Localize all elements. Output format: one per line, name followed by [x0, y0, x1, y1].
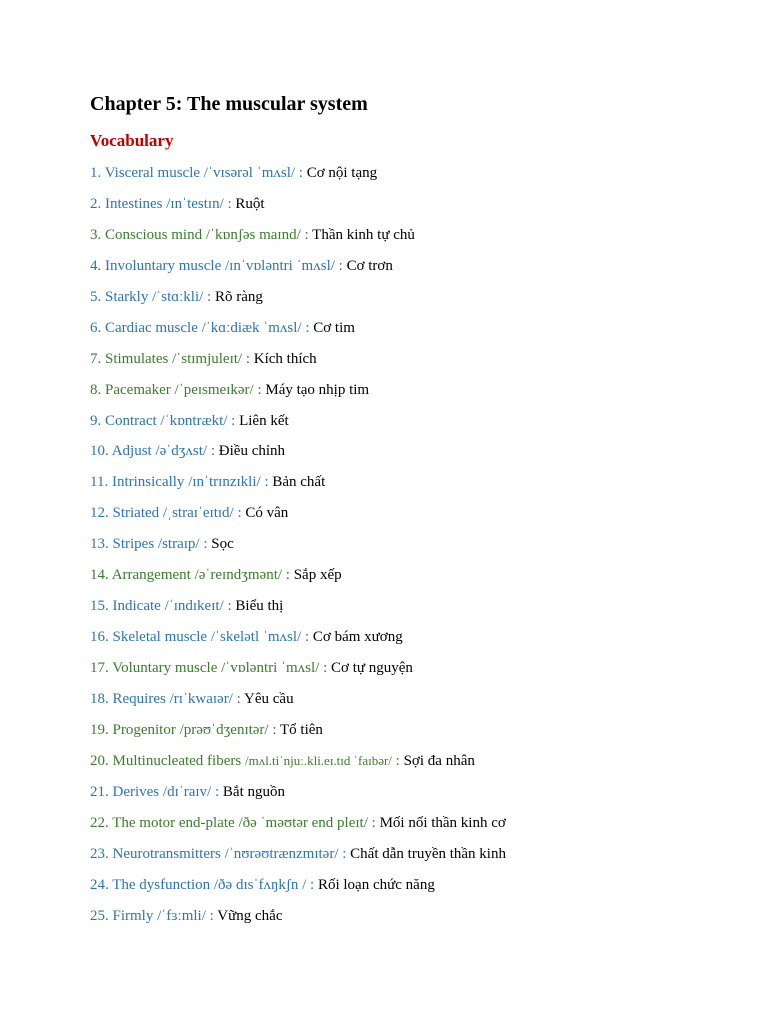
vocab-meaning: Cơ nội tạng	[306, 165, 378, 181]
vocab-item	[90, 720, 506, 751]
vocab-meaning: Cơ bám xương	[312, 629, 403, 646]
vocab-term: Involuntary muscle	[105, 257, 222, 274]
vocab-separator: :	[304, 226, 309, 243]
vocab-meaning: Rối loạn chức năng	[317, 876, 435, 893]
vocab-term: Starkly	[105, 288, 149, 305]
vocab-pronunciation: /mʌl.tiˈnjuː.kli.eɪ.tɪd ˈfaɪbər/	[244, 752, 392, 768]
vocab-meaning: Cơ tự nguyện	[331, 660, 413, 676]
vocab-number: 20.	[90, 752, 109, 769]
vocab-pronunciation: /ˈstɪmjuleɪt/	[172, 350, 243, 367]
vocab-meaning: Sọc	[211, 536, 234, 553]
vocab-pronunciation: /əˈdʒʌst/	[155, 443, 208, 460]
vocab-meaning: Chất dẫn truyền thần kinh	[350, 845, 506, 862]
vocab-meaning: Yêu cầu	[244, 690, 294, 707]
vocab-item	[90, 782, 506, 813]
vocab-pronunciation: /ðə dɪsˈfʌŋkʃn /	[213, 876, 307, 893]
vocab-term: Indicate	[112, 598, 161, 615]
vocab-term: Conscious mind	[105, 226, 203, 243]
vocab-pronunciation: /ˈstɑːkli/	[152, 288, 204, 305]
vocab-pronunciation: /ˈvɪsərəl ˈmʌsl/	[203, 165, 296, 181]
vocab-meaning: Sợi đa nhân	[403, 752, 475, 769]
vocab-separator: :	[227, 195, 232, 212]
vocab-number: 11.	[90, 474, 109, 491]
vocab-number: 24.	[90, 876, 109, 893]
vocab-meaning: Tổ tiên	[280, 721, 323, 738]
vocab-meaning: Mối nối thần kinh cơ	[379, 814, 506, 831]
vocab-number: 12.	[90, 505, 109, 522]
vocab-pronunciation: /dɪˈraɪv/	[162, 783, 212, 800]
vocab-term: Multinucleated fibers	[112, 752, 242, 769]
vocab-number: 22.	[90, 814, 109, 831]
vocab-item	[90, 349, 506, 380]
vocab-separator: :	[214, 783, 220, 800]
vocab-meaning: Liên kết	[239, 412, 289, 429]
vocab-pronunciation: /straɪp/	[157, 536, 200, 553]
vocab-item	[90, 658, 506, 689]
vocab-pronunciation: /ɪnˈtestɪn/	[166, 195, 224, 212]
vocab-item	[90, 380, 506, 411]
vocab-separator: :	[264, 474, 269, 491]
vocab-number: 21.	[90, 783, 109, 800]
vocab-number: 1.	[90, 165, 102, 181]
vocab-number: 16.	[90, 629, 109, 646]
vocab-meaning: Điều chỉnh	[218, 443, 286, 460]
vocab-number: 19.	[90, 721, 109, 738]
vocab-pronunciation: /ðə ˈməʊtər end pleɪt/	[238, 814, 368, 831]
vocab-separator: :	[310, 876, 315, 893]
vocab-separator: :	[210, 443, 216, 460]
vocab-term: Pacemaker	[105, 381, 171, 398]
vocab-meaning: Biểu thị	[235, 598, 284, 615]
vocab-item	[90, 596, 506, 627]
vocab-meaning: Bản chất	[272, 474, 326, 491]
vocab-separator: :	[371, 814, 376, 831]
vocab-number: 3.	[90, 226, 102, 243]
vocab-item	[90, 256, 506, 287]
vocab-term: Neurotransmitters	[112, 845, 221, 862]
vocab-item	[90, 627, 506, 658]
vocab-separator: :	[207, 288, 212, 305]
vocabulary-list	[90, 163, 506, 936]
vocab-meaning: Bắt nguồn	[222, 783, 285, 800]
vocab-meaning: Cơ trơn	[346, 257, 393, 274]
vocab-number: 7.	[90, 350, 102, 367]
vocab-item	[90, 287, 506, 318]
vocab-separator: :	[304, 629, 310, 646]
vocab-number: 13.	[90, 536, 109, 553]
vocab-number: 17.	[90, 660, 109, 676]
vocab-separator: :	[298, 165, 303, 181]
vocab-item	[90, 844, 506, 875]
vocab-term: The motor end-plate	[112, 814, 235, 831]
vocab-term: Striated	[112, 505, 160, 522]
vocab-number: 14.	[90, 567, 109, 584]
vocab-term: Derives	[112, 783, 160, 800]
vocab-term: Arrangement	[111, 567, 191, 584]
vocab-pronunciation: /ˈkɒnʃəs maɪnd/	[205, 226, 301, 243]
vocab-number: 5.	[90, 288, 102, 305]
vocab-meaning: Có vân	[245, 505, 289, 522]
vocab-item	[90, 813, 506, 844]
vocab-term: Voluntary muscle	[112, 660, 218, 676]
vocab-item	[90, 411, 506, 442]
vocab-separator: :	[305, 319, 310, 336]
vocab-number: 6.	[90, 319, 102, 336]
vocab-term: Requires	[112, 690, 166, 707]
vocab-number: 10.	[90, 443, 109, 460]
section-title: Vocabulary	[90, 131, 174, 150]
chapter-title: Chapter 5: The muscular system	[90, 93, 368, 115]
vocab-item	[90, 689, 506, 720]
vocab-term: The dysfunction	[112, 876, 211, 893]
vocab-item	[90, 194, 506, 225]
vocab-item	[90, 906, 506, 937]
vocab-separator: :	[236, 690, 241, 707]
vocab-term: Firmly	[112, 907, 154, 924]
vocab-number: 8.	[90, 381, 102, 398]
vocab-separator: :	[285, 567, 290, 584]
vocab-number: 4.	[90, 257, 102, 274]
vocab-pronunciation: /ˌstraɪˈeɪtɪd/	[162, 505, 234, 522]
vocab-item	[90, 472, 506, 503]
vocab-pronunciation: /ˈkɒntrækt/	[160, 412, 228, 429]
vocab-number: 18.	[90, 690, 109, 707]
vocab-number: 15.	[90, 598, 109, 615]
vocab-pronunciation: /ɪnˈvɒləntri ˈmʌsl/	[224, 257, 335, 274]
vocab-meaning: Kích thích	[253, 350, 317, 367]
vocab-term: Skeletal muscle	[112, 629, 208, 646]
vocab-term: Stripes	[112, 536, 155, 553]
vocab-item	[90, 875, 506, 906]
vocab-separator: :	[245, 350, 251, 367]
vocab-pronunciation: /ˈkɑːdiæk ˈmʌsl/	[201, 319, 302, 336]
vocab-separator: :	[342, 845, 347, 862]
vocab-separator: :	[237, 505, 242, 522]
vocab-item	[90, 441, 506, 472]
vocab-pronunciation: /ˈnʊrəʊtrænzmɪtər/	[224, 845, 339, 862]
vocab-separator: :	[203, 536, 208, 553]
vocab-item	[90, 225, 506, 256]
vocab-term: Adjust	[111, 443, 152, 460]
vocab-pronunciation: /rɪˈkwaɪər/	[169, 690, 233, 707]
vocab-separator: :	[338, 257, 343, 274]
vocab-pronunciation: /əˈreɪndʒmənt/	[194, 567, 283, 584]
vocab-meaning: Thần kinh tự chủ	[312, 226, 415, 243]
vocab-item	[90, 751, 506, 782]
vocab-separator: :	[395, 752, 400, 769]
vocab-number: 23.	[90, 845, 109, 862]
vocab-term: Visceral muscle	[104, 165, 201, 181]
vocab-item	[90, 503, 506, 534]
vocab-pronunciation: /ˈskelətl ˈmʌsl/	[210, 629, 302, 646]
vocab-item	[90, 163, 506, 194]
vocab-term: Contract	[105, 412, 157, 429]
vocab-item	[90, 565, 506, 596]
vocab-meaning: Vững chắc	[217, 907, 283, 924]
vocab-item	[90, 318, 506, 349]
vocab-item	[90, 534, 506, 565]
vocab-number: 2.	[90, 195, 102, 212]
vocab-meaning: Sắp xếp	[293, 567, 342, 584]
vocab-separator: :	[231, 412, 236, 429]
vocab-meaning: Máy tạo nhịp tim	[265, 381, 370, 398]
vocab-term: Intrinsically	[111, 474, 185, 491]
vocab-separator: :	[209, 907, 214, 924]
vocab-separator: :	[272, 721, 277, 738]
vocab-term: Cardiac muscle	[105, 319, 198, 336]
vocab-pronunciation: /ɪnˈtrɪnzɪkli/	[188, 474, 261, 491]
vocab-number: 25.	[90, 907, 109, 924]
vocab-term: Stimulates	[105, 350, 169, 367]
vocab-term: Progenitor	[112, 721, 176, 738]
vocab-separator: :	[257, 381, 262, 398]
vocab-term: Intestines	[105, 195, 163, 212]
vocab-pronunciation: /ˈɪndɪkeɪt/	[164, 598, 224, 615]
vocab-meaning: Rõ ràng	[214, 288, 263, 305]
vocab-meaning: Ruột	[235, 195, 265, 212]
vocab-number: 9.	[90, 412, 102, 429]
vocab-pronunciation: /ˈvɒləntri ˈmʌsl/	[221, 660, 320, 676]
vocab-separator: :	[227, 598, 232, 615]
vocab-meaning: Cơ tim	[313, 319, 355, 336]
vocab-separator: :	[323, 660, 328, 676]
vocab-pronunciation: /ˈfɜːmli/	[157, 907, 206, 924]
vocab-pronunciation: /ˈpeɪsmeɪkər/	[174, 381, 254, 398]
vocab-pronunciation: /prəʊˈdʒenɪtər/	[179, 721, 269, 738]
